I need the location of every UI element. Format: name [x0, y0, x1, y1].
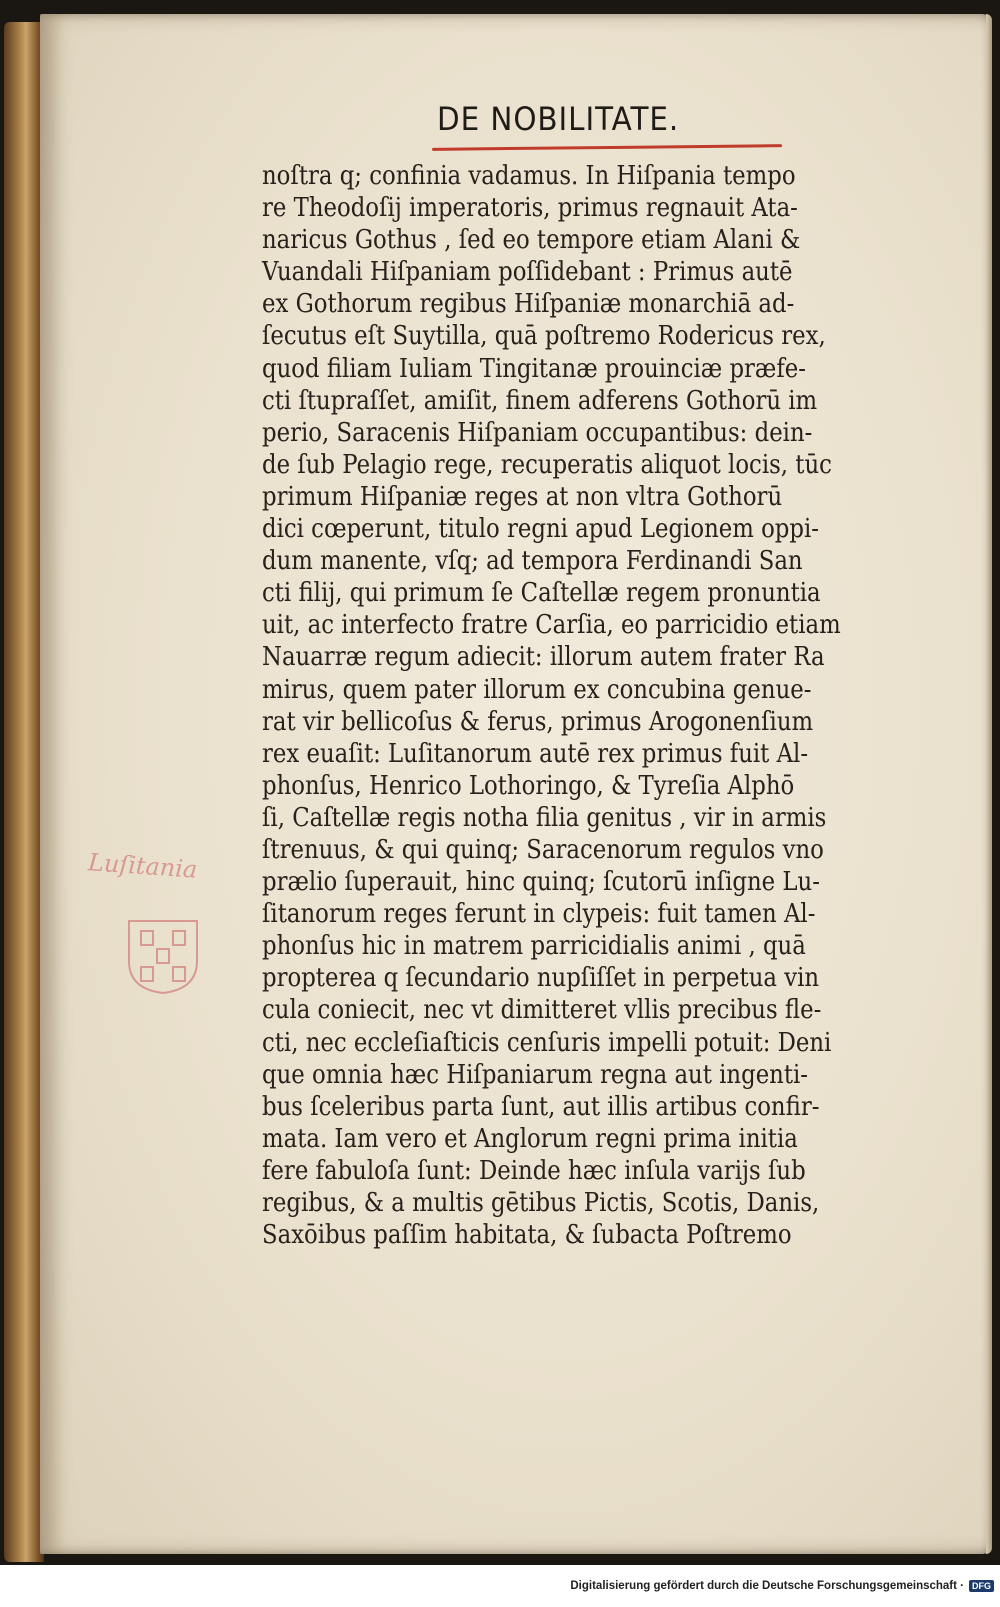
marginalia-note: Luſitania [87, 848, 199, 884]
text-line: uit, ac interfecto fratre Carſia, eo parricidio etiam [262, 609, 841, 641]
text-line: dici cœperunt, titulo regni apud Legionem oppi- [262, 513, 819, 545]
text-line: rex euaſit: Luſitanorum autē rex primus fuit Al- [262, 737, 809, 769]
text-line: Vuandali Hiſpaniam poſſidebant : Primus autē [262, 256, 793, 288]
text-block [262, 160, 962, 1251]
book-spine [4, 22, 44, 1562]
text-line: regibus, & a multis gētibus Pictis, Scotis, Danis, [262, 1187, 820, 1218]
text-line: phonſus hic in matrem parricidialis animi , quā [262, 930, 806, 962]
text-line: fere fabuloſa ſunt: Deinde hæc inſula varijs ſub [262, 1154, 806, 1186]
coat-of-arms-icon [121, 915, 205, 997]
text-line: cti, nec eccleſiaſticis cenſuris impelli potuit: Deni [262, 1026, 832, 1058]
text-line: bus ſceleribus parta ſunt, aut illis artibus confir- [262, 1090, 820, 1122]
text-line: propterea q ſecundario nupſiſſet in perpetua vin [262, 962, 820, 994]
text-line: de ſub Pelagio rege, recuperatis aliquot locis, tūc [262, 448, 832, 480]
text-line: ex Gothorum regibus Hiſpaniæ monarchiā ad- [262, 288, 795, 320]
text-line: cula coniecit, nec vt dimitteret vllis precibus fle- [262, 994, 822, 1026]
text-line: ſecutus eſt Suytilla, quā poſtremo Rodericus rex, [262, 320, 826, 352]
text-line: prælio ſuperauit, hinc quinq; ſcutorū inſigne Lu- [262, 866, 820, 898]
text-line: ſitanorum reges ferunt in clypeis: fuit tamen Al- [262, 898, 816, 930]
text-line: Nauarræ regum adiecit: illorum autem frater Ra [262, 641, 825, 673]
text-line: naricus Gothus , ſed eo tempore etiam Alani & [262, 224, 801, 256]
text-line: ſi, Caſtellæ regis notha filia genitus , vir in armis [262, 801, 827, 833]
text-line: Saxōibus paſſim habitata, & ſubacta Poſtremo [262, 1219, 792, 1251]
text-line: cti ſtupraſſet, amiſit, finem adferens Gothorū im [262, 384, 818, 416]
footer-credit: Digitalisierung gefördert durch die Deutsche Forschungsgemeinschaft · [570, 1580, 964, 1592]
dfg-logo-icon: DFG [969, 1580, 994, 1592]
text-line: que omnia hæc Hiſpaniarum regna aut ingenti- [262, 1058, 809, 1090]
text-line: dum manente, vſq; ad tempora Ferdinandi San [262, 545, 803, 577]
text-line: perio, Saracenis Hiſpaniam occupantibus: dein- [262, 416, 813, 448]
page-edge [986, 14, 992, 1554]
text-line: primum Hiſpaniæ reges at non vltra Gothorū [262, 480, 783, 512]
text-line: noſtra q; confinia vadamus. In Hiſpania tempo [262, 160, 796, 191]
text-line: ſtrenuus, & qui quinq; Saracenorum regulos vno [262, 833, 824, 865]
page-header: DE NOBILITATE. [437, 100, 680, 138]
text-line: mirus, quem pater illorum ex concubina genue- [262, 673, 812, 705]
text-line: quod filiam Iuliam Tingitanæ prouinciæ præfe- [262, 352, 806, 384]
text-line: phonſus, Henrico Lothoringo, & Tyreſia Alphō [262, 769, 795, 801]
text-line: rat vir bellicoſus & ferus, primus Arogonenſium [262, 705, 814, 737]
text-line: re Theodoſij imperatoris, primus regnauit Ata- [262, 192, 798, 224]
text-line: mata. Iam vero et Anglorum regni prima initia [262, 1122, 798, 1154]
text-line: cti filij, qui primum ſe Caſtellæ regem pronuntia [262, 577, 821, 609]
digitization-footer [570, 1580, 994, 1592]
